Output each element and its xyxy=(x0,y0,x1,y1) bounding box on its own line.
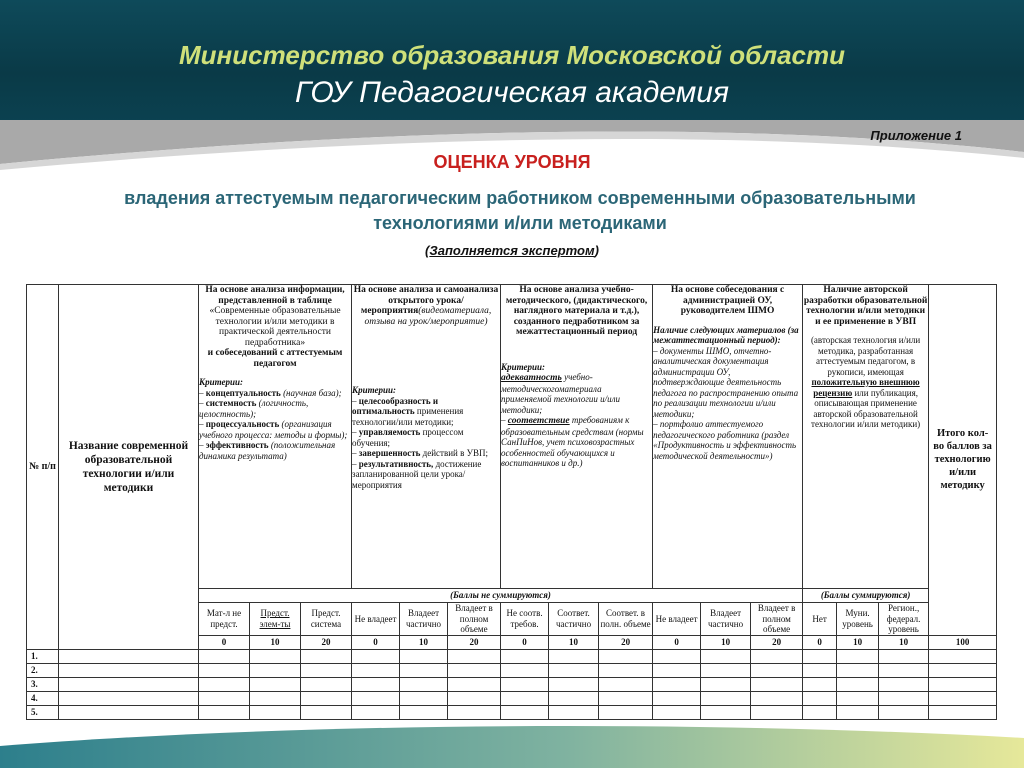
table-cell[interactable] xyxy=(599,677,653,691)
table-cell[interactable] xyxy=(837,663,879,677)
table-row: 5. xyxy=(27,705,997,719)
table-cell[interactable] xyxy=(448,663,501,677)
subheader-cell: Регион., федерал. уровень xyxy=(879,603,929,636)
subheader-cell: Не владеет xyxy=(653,603,701,636)
academy-title: ГОУ Педагогическая академия xyxy=(295,76,729,109)
table-cell[interactable] xyxy=(653,677,701,691)
subheader-cell: Муни. уровень xyxy=(837,603,879,636)
table-cell[interactable] xyxy=(751,691,803,705)
expert-note: (Заполняется экспертом) xyxy=(425,243,599,258)
table-cell[interactable] xyxy=(549,663,599,677)
table-row: 3. xyxy=(27,677,997,691)
table-cell[interactable] xyxy=(929,691,997,705)
table-cell[interactable] xyxy=(701,691,751,705)
table-cell[interactable] xyxy=(701,663,751,677)
table-cell[interactable] xyxy=(701,677,751,691)
table-cell[interactable] xyxy=(653,663,701,677)
table-cell[interactable] xyxy=(599,663,653,677)
criteria-column-administration-interview: На основе собеседования с администрацией ОУ, руководителем ШМО Наличие следующих материалов (за межаттестационный период): – документы ШМО, отчетно-аналитическая документация администрации ОУ, подтверждающие деятельность педагога по распространению опыта по реализации технологии и/или методики; – портфолио аттестуемого педагогического работника (раздел «Продуктивность и эффективность методической деятельности») xyxy=(653,285,803,589)
appendix-label: Приложение 1 xyxy=(870,128,962,143)
table-cell[interactable] xyxy=(400,663,448,677)
table-cell[interactable] xyxy=(837,691,879,705)
points-cell: 0 xyxy=(352,635,400,649)
table-cell[interactable] xyxy=(501,691,549,705)
ministry-title: Министерство образования Московской области xyxy=(179,40,845,70)
table-cell[interactable] xyxy=(301,663,352,677)
criteria-column-info-analysis: На основе анализа информации, представленной в таблице «Современные образовательные технологии и/или методики в практической деятельности педработника» и собеседований с аттестуемым педагогом Критерии: – концептуальность (научная база); – системность (логичность, целостность); – процессуальность (организация учебного процесса: методы и формы); – эффективность (положительная динамика результата) xyxy=(199,285,352,589)
subheader-cell: Нет xyxy=(803,603,837,636)
subheader-cell: Соответ. частично xyxy=(549,603,599,636)
subheader-cell: Владеет частично xyxy=(400,603,448,636)
table-cell[interactable] xyxy=(250,691,301,705)
table-cell[interactable] xyxy=(599,649,653,663)
table-cell[interactable] xyxy=(301,691,352,705)
table-cell[interactable] xyxy=(879,649,929,663)
table-cell[interactable] xyxy=(929,677,997,691)
table-row: 4. xyxy=(27,691,997,705)
col-header-total: Итого кол-во баллов за технологию и/или методику xyxy=(929,285,997,636)
document-subheading: владения аттестуемым педагогическим работником современными образовательными технологиями и/или методиками xyxy=(124,188,916,233)
points-cell: 10 xyxy=(250,635,301,649)
footer-swoosh xyxy=(0,716,1024,768)
table-cell[interactable] xyxy=(59,663,199,677)
table-cell[interactable] xyxy=(837,649,879,663)
summed-note: (Баллы суммируются) xyxy=(803,589,929,603)
table-cell[interactable] xyxy=(301,649,352,663)
subheader-cell: Владеет в полном объеме xyxy=(751,603,803,636)
points-cell: 0 xyxy=(653,635,701,649)
table-cell[interactable] xyxy=(803,677,837,691)
table-cell[interactable] xyxy=(803,663,837,677)
subheader-cell: Владеет частично xyxy=(701,603,751,636)
table-cell[interactable] xyxy=(751,649,803,663)
points-cell: 10 xyxy=(701,635,751,649)
table-cell[interactable] xyxy=(59,677,199,691)
table-cell[interactable] xyxy=(653,649,701,663)
subheader-cell: Не соотв. требов. xyxy=(501,603,549,636)
document-heading: ОЦЕНКА УРОВНЯ xyxy=(433,152,591,172)
subheader-cell: Предст. элем-ты xyxy=(250,603,301,636)
table-cell[interactable] xyxy=(352,649,400,663)
table-cell[interactable] xyxy=(250,677,301,691)
points-cell-max: 100 xyxy=(929,635,997,649)
criteria-column-author-development: Наличие авторской разработки образовательной технологии и/или методики и ее применение в УВП (авторская технология и/или методика, разработанная аттестуемым педагогом, в рукописи, имеющая положительную внешнюю рецензию или публикация, описывающая применение авторской образовательной технологии и/или методики) xyxy=(803,285,929,589)
points-cell: 20 xyxy=(301,635,352,649)
assessment-table-wrapper xyxy=(26,284,996,716)
table-cell[interactable] xyxy=(400,677,448,691)
table-cell[interactable] xyxy=(199,677,250,691)
criteria-column-open-lesson: На основе анализа и самоанализа открытого урока/мероприятия(видеоматериала, отзыва на урок/мероприятие) Критерии: – целесообразность и оптимальность применения технологии/или методики; – управляемость процессом обучения; – завершенность действий в УВП; – результативность, достижение запланированной цели урока/мероприятия xyxy=(352,285,501,589)
table-cell[interactable] xyxy=(199,663,250,677)
points-cell: 10 xyxy=(879,635,929,649)
col-header-name: Название современной образовательной технологии и/или методики xyxy=(59,285,199,650)
table-cell[interactable] xyxy=(199,649,250,663)
table-cell[interactable] xyxy=(250,663,301,677)
points-cell: 0 xyxy=(803,635,837,649)
table-cell[interactable] xyxy=(59,649,199,663)
points-cell: 0 xyxy=(501,635,549,649)
table-cell[interactable] xyxy=(352,663,400,677)
points-cell: 0 xyxy=(199,635,250,649)
table-cell[interactable] xyxy=(400,649,448,663)
table-cell[interactable] xyxy=(879,677,929,691)
table-cell[interactable] xyxy=(400,691,448,705)
table-cell[interactable] xyxy=(751,663,803,677)
subheader-cell: Не владеет xyxy=(352,603,400,636)
points-cell: 20 xyxy=(448,635,501,649)
table-cell[interactable] xyxy=(301,677,352,691)
table-cell[interactable] xyxy=(501,677,549,691)
table-cell[interactable] xyxy=(448,649,501,663)
table-cell[interactable] xyxy=(199,691,250,705)
table-cell[interactable] xyxy=(803,691,837,705)
table-cell[interactable] xyxy=(653,691,701,705)
table-cell[interactable] xyxy=(879,691,929,705)
points-cell: 10 xyxy=(837,635,879,649)
subheader-cell: Соответ. в полн. объеме xyxy=(599,603,653,636)
table-cell[interactable] xyxy=(599,691,653,705)
points-cell: 20 xyxy=(599,635,653,649)
table-cell[interactable] xyxy=(352,691,400,705)
table-cell[interactable] xyxy=(879,663,929,677)
table-row: 2. xyxy=(27,663,997,677)
col-header-number: № п/п xyxy=(27,285,59,650)
table-cell[interactable] xyxy=(549,677,599,691)
table-cell[interactable] xyxy=(448,677,501,691)
table-cell[interactable] xyxy=(837,677,879,691)
criteria-column-teaching-materials: На основе анализа учебно-методического, (дидактического, наглядного материала и т.д.), созданного педработником за межаттестационный период Критерии: адекватность учебно-методическогоматериала применяемой технологии и/или методики; – соответствие требованиям к образовательным средствам (нормы СанПиНов, учет психовозрастных особенностей обучающихся и воспитанников и др.) xyxy=(501,285,653,589)
points-cell: 10 xyxy=(400,635,448,649)
table-cell[interactable] xyxy=(250,649,301,663)
table-cell[interactable] xyxy=(448,691,501,705)
subheader-cell: Владеет в полном объеме xyxy=(448,603,501,636)
table-cell[interactable] xyxy=(501,649,549,663)
table-cell[interactable] xyxy=(701,649,751,663)
points-cell: 10 xyxy=(549,635,599,649)
table-cell[interactable] xyxy=(803,649,837,663)
subheader-cell: Предст. система xyxy=(301,603,352,636)
not-summed-note: (Баллы не суммируются) xyxy=(199,589,803,603)
table-row: 1. xyxy=(27,649,997,663)
table-cell[interactable] xyxy=(501,663,549,677)
table-cell[interactable] xyxy=(59,691,199,705)
table-cell[interactable] xyxy=(549,691,599,705)
points-cell: 20 xyxy=(751,635,803,649)
table-cell[interactable] xyxy=(352,677,400,691)
table-cell[interactable] xyxy=(549,649,599,663)
table-cell[interactable] xyxy=(929,663,997,677)
subheader-cell: Мат-л не предст. xyxy=(199,603,250,636)
table-cell[interactable] xyxy=(751,677,803,691)
assessment-table xyxy=(26,284,997,720)
table-cell[interactable] xyxy=(929,649,997,663)
